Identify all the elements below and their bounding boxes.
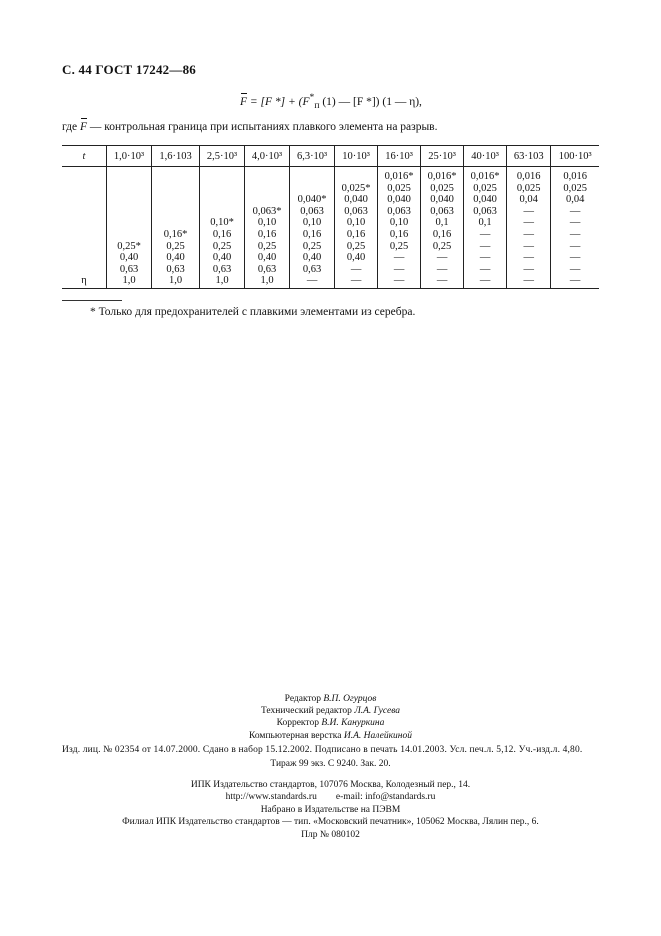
publisher-line: ИПК Издательство стандартов, 107076 Москва, Колодезный пер., 14. [190,780,471,790]
cell-value: 0,25 [212,240,232,252]
formula-rhs: = [F *] + (F [249,95,310,108]
column-header: 1,6·103 [152,146,200,167]
publisher-line: Плр № 080102 [301,829,360,840]
footnote: * Только для предохранителей с плавкими элементами из серебра. [90,306,416,318]
table-cell [290,167,335,289]
cell-value: 1,0 [168,275,183,287]
cell-value: 0,016* [470,171,500,183]
row-header-t: t [62,146,107,167]
cell-value: 0,63 [119,263,139,275]
credits-block [0,693,661,742]
cell-value: 0,040 [387,194,411,206]
where-symbol: F [79,121,88,133]
eta-label: η [62,167,107,289]
cell-value: — [350,263,362,275]
cell-value: — [569,252,581,264]
cell-value: — [436,263,448,275]
cell-value: — [523,275,534,287]
cell-value: 0,10 [346,217,366,229]
cell-value: 0,63 [166,263,185,275]
credit-role: Технический редактор [260,706,352,717]
cell-value: — [479,252,491,264]
cell-value: — [393,263,405,275]
cell-value: 0,40 [212,252,232,264]
cell-value: 0,040 [473,194,497,206]
credit-role: Редактор [284,694,321,704]
where-text: — контрольная граница при испытаниях плавкого элемента на разрыв. [89,121,438,133]
cell-value: 1,0 [260,275,274,287]
credit-name: И.А. Налейкиной [343,730,412,741]
cell-value: — [479,263,491,275]
cell-value: 0,063 [473,205,497,217]
column-header: 100·10³ [551,146,599,167]
table-cell [464,167,507,289]
credit-line [0,693,661,705]
cell-value: 0,1 [478,217,492,229]
cell-value: 0,025 [430,182,454,194]
table-header-row [62,146,599,167]
cell-value: 0,25 [166,240,185,252]
table-cell [551,167,599,289]
column-header: 10·10³ [335,146,378,167]
cell-value: 0,25 [432,240,452,252]
cell-value: — [569,205,581,217]
credit-name: В.И. Кануркина [321,718,385,729]
cell-value: — [350,275,362,287]
cell-value: — [479,240,491,252]
cell-value: — [569,217,581,229]
cell-value: 0,025 [516,182,541,194]
publisher-line: Набрано в Издательстве на ПЭВМ [260,804,401,815]
cell-value: 0,04 [519,194,538,206]
cell-value: 0,025* [341,182,371,194]
cell-value: — [569,240,581,252]
column-header: 1,0·10³ [107,146,152,167]
credit-line [0,705,661,717]
page-header: С. 44 ГОСТ 17242—86 [62,62,196,77]
cell-value: 0,40 [257,252,277,264]
column-header: 6,3·10³ [290,146,335,167]
cell-value: 0,063 [430,205,454,217]
formula-lhs: F [240,95,248,108]
cell-value: — [479,275,491,287]
column-header: 25·10³ [421,146,464,167]
column-header: 63·103 [507,146,551,167]
cell-value: 0,16* [163,229,188,241]
cell-value: — [569,229,581,241]
credit-line [0,717,661,729]
cell-value: — [523,263,534,275]
cell-value: 0,025 [563,182,587,194]
cell-value: — [523,252,534,264]
cell-value: 0,16 [257,229,277,241]
formula [240,92,422,111]
column-header: 4,0·10³ [245,146,290,167]
cell-value: 0,16 [302,229,322,241]
cell-value: 0,025 [473,182,497,194]
cell-value: — [523,205,534,217]
cell-value: — [523,217,534,229]
cell-value: 0,1 [435,217,449,229]
table-cell [245,167,290,289]
cell-value: 0,10 [389,217,409,229]
fuse-table [62,145,599,289]
publisher-line: Филиал ИПК Издательство стандартов — тип. «Московский печатник», 105062 Москва, Лялин пер., 6. [122,817,539,828]
table-body-row [62,167,599,289]
column-header: 2,5·10³ [200,146,245,167]
cell-value: 0,10 [257,217,277,229]
cell-value: 0,16 [212,229,232,241]
cell-value: — [436,275,448,287]
cell-value: 0,63 [302,263,322,275]
cell-value: 0,25 [389,240,409,252]
table-cell [200,167,245,289]
formula-sub: п [314,100,320,112]
table-cell [507,167,551,289]
formula-tail: (1) — [F *]) (1 — η), [322,95,422,108]
cell-value: 0,63 [212,263,232,275]
cell-value: 0,25 [346,240,366,252]
cell-value: 0,063 [387,205,411,217]
footnote-rule [62,300,122,301]
cell-value: 0,25 [302,240,322,252]
cell-value: 0,10* [210,217,234,229]
cell-value: 0,40 [346,252,366,264]
credit-role: Компьютерная верстка [249,730,342,741]
column-header: 16·10³ [378,146,421,167]
cell-value: 0,016 [563,171,587,183]
cell-value: — [523,240,534,252]
formula-sup: * [309,92,315,103]
cell-value: — [523,229,534,241]
cell-value: 0,63 [257,263,277,275]
cell-value: — [436,252,448,264]
credit-role: Корректор [276,718,319,729]
table-cell [335,167,378,289]
credit-name: В.П. Огурцов [323,694,377,704]
cell-value: — [569,275,581,287]
where-prefix: где [62,121,78,133]
cell-value: 1,0 [122,275,136,287]
cell-value: 0,040 [344,194,368,206]
cell-value: 0,016* [427,171,457,183]
table-cell [378,167,421,289]
cell-value: 0,040* [297,194,327,206]
cell-value: 0,063 [344,205,368,217]
cell-value: 0,40 [119,252,139,264]
table-cell [107,167,152,289]
publisher-line: http://www.standards.ru e-mail: info@standards.ru [225,792,436,803]
cell-value: 0,016 [516,171,541,183]
cell-value: 0,063* [252,205,282,217]
cell-value: — [393,252,405,264]
cell-value: — [569,263,581,275]
cell-value: 0,016* [384,171,414,183]
column-header: 40·10³ [464,146,507,167]
cell-value: — [393,275,405,287]
imprint-line-2: Тираж 99 экз. С 9240. Зак. 20. [270,759,391,769]
cell-value: 0,40 [166,252,185,264]
credit-line [0,730,661,742]
cell-value: 0,040 [430,194,454,206]
cell-value: 0,063 [300,205,324,217]
table-cell [421,167,464,289]
formula-explanation [62,121,437,133]
cell-value: — [479,229,491,241]
credit-name: Л.А. Гусева [354,706,401,717]
cell-value: 0,04 [565,194,585,206]
table-cell [152,167,200,289]
cell-value: 0,025 [387,182,411,194]
publisher-block [0,779,661,841]
cell-value: 0,16 [346,229,366,241]
cell-value: 0,16 [389,229,409,241]
cell-value: 0,10 [302,217,322,229]
cell-value: 0,16 [432,229,452,241]
cell-value: 1,0 [215,275,229,287]
cell-value: 0,25 [257,240,277,252]
cell-value: 0,40 [302,252,322,264]
cell-value: 0,25* [117,240,141,252]
imprint-line-1: Изд. лиц. № 02354 от 14.07.2000. Сдано в набор 15.12.2002. Подписано в печать 14.01.2003. Усл. печ.л. 5,12. Уч.-изд.л. 4,80. [62,745,583,755]
cell-value: — [306,275,318,287]
